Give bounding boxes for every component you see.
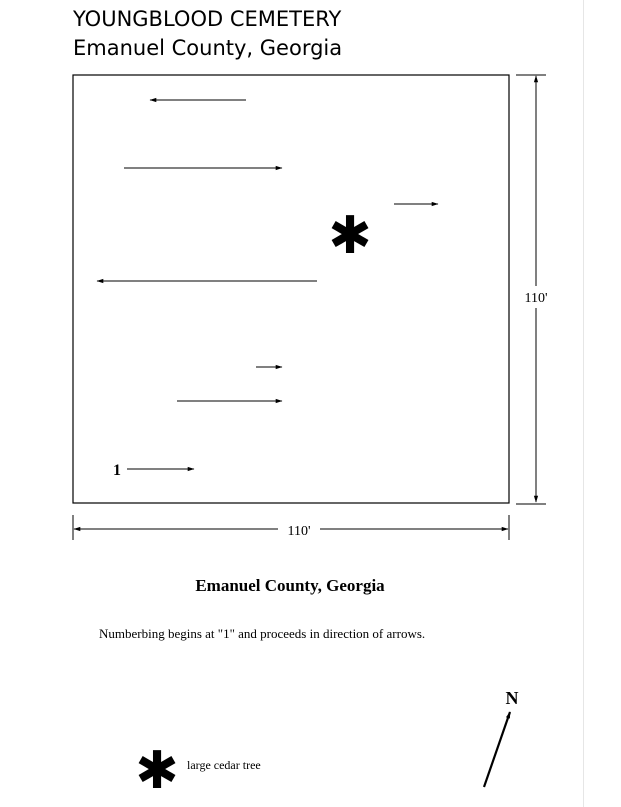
height-label: 110' bbox=[524, 291, 548, 306]
width-label: 110' bbox=[287, 524, 311, 539]
numbering-note: Numberbing begins at "1" and proceeds in direction of arrows. bbox=[99, 626, 426, 641]
cemetery-boundary bbox=[73, 75, 509, 503]
north-arrow-icon bbox=[484, 712, 510, 787]
cemetery-title: YOUNGBLOOD CEMETERY bbox=[73, 7, 342, 31]
start-label: 1 bbox=[113, 462, 121, 479]
cemetery-subtitle: Emanuel County, Georgia bbox=[73, 36, 343, 60]
legend-cedar-tree-icon: ✱ bbox=[135, 743, 179, 800]
county-caption: Emanuel County, Georgia bbox=[195, 576, 385, 595]
north-label: N bbox=[505, 688, 519, 708]
cedar-tree-icon: ✱ bbox=[328, 208, 372, 265]
legend-label: large cedar tree bbox=[187, 758, 261, 772]
